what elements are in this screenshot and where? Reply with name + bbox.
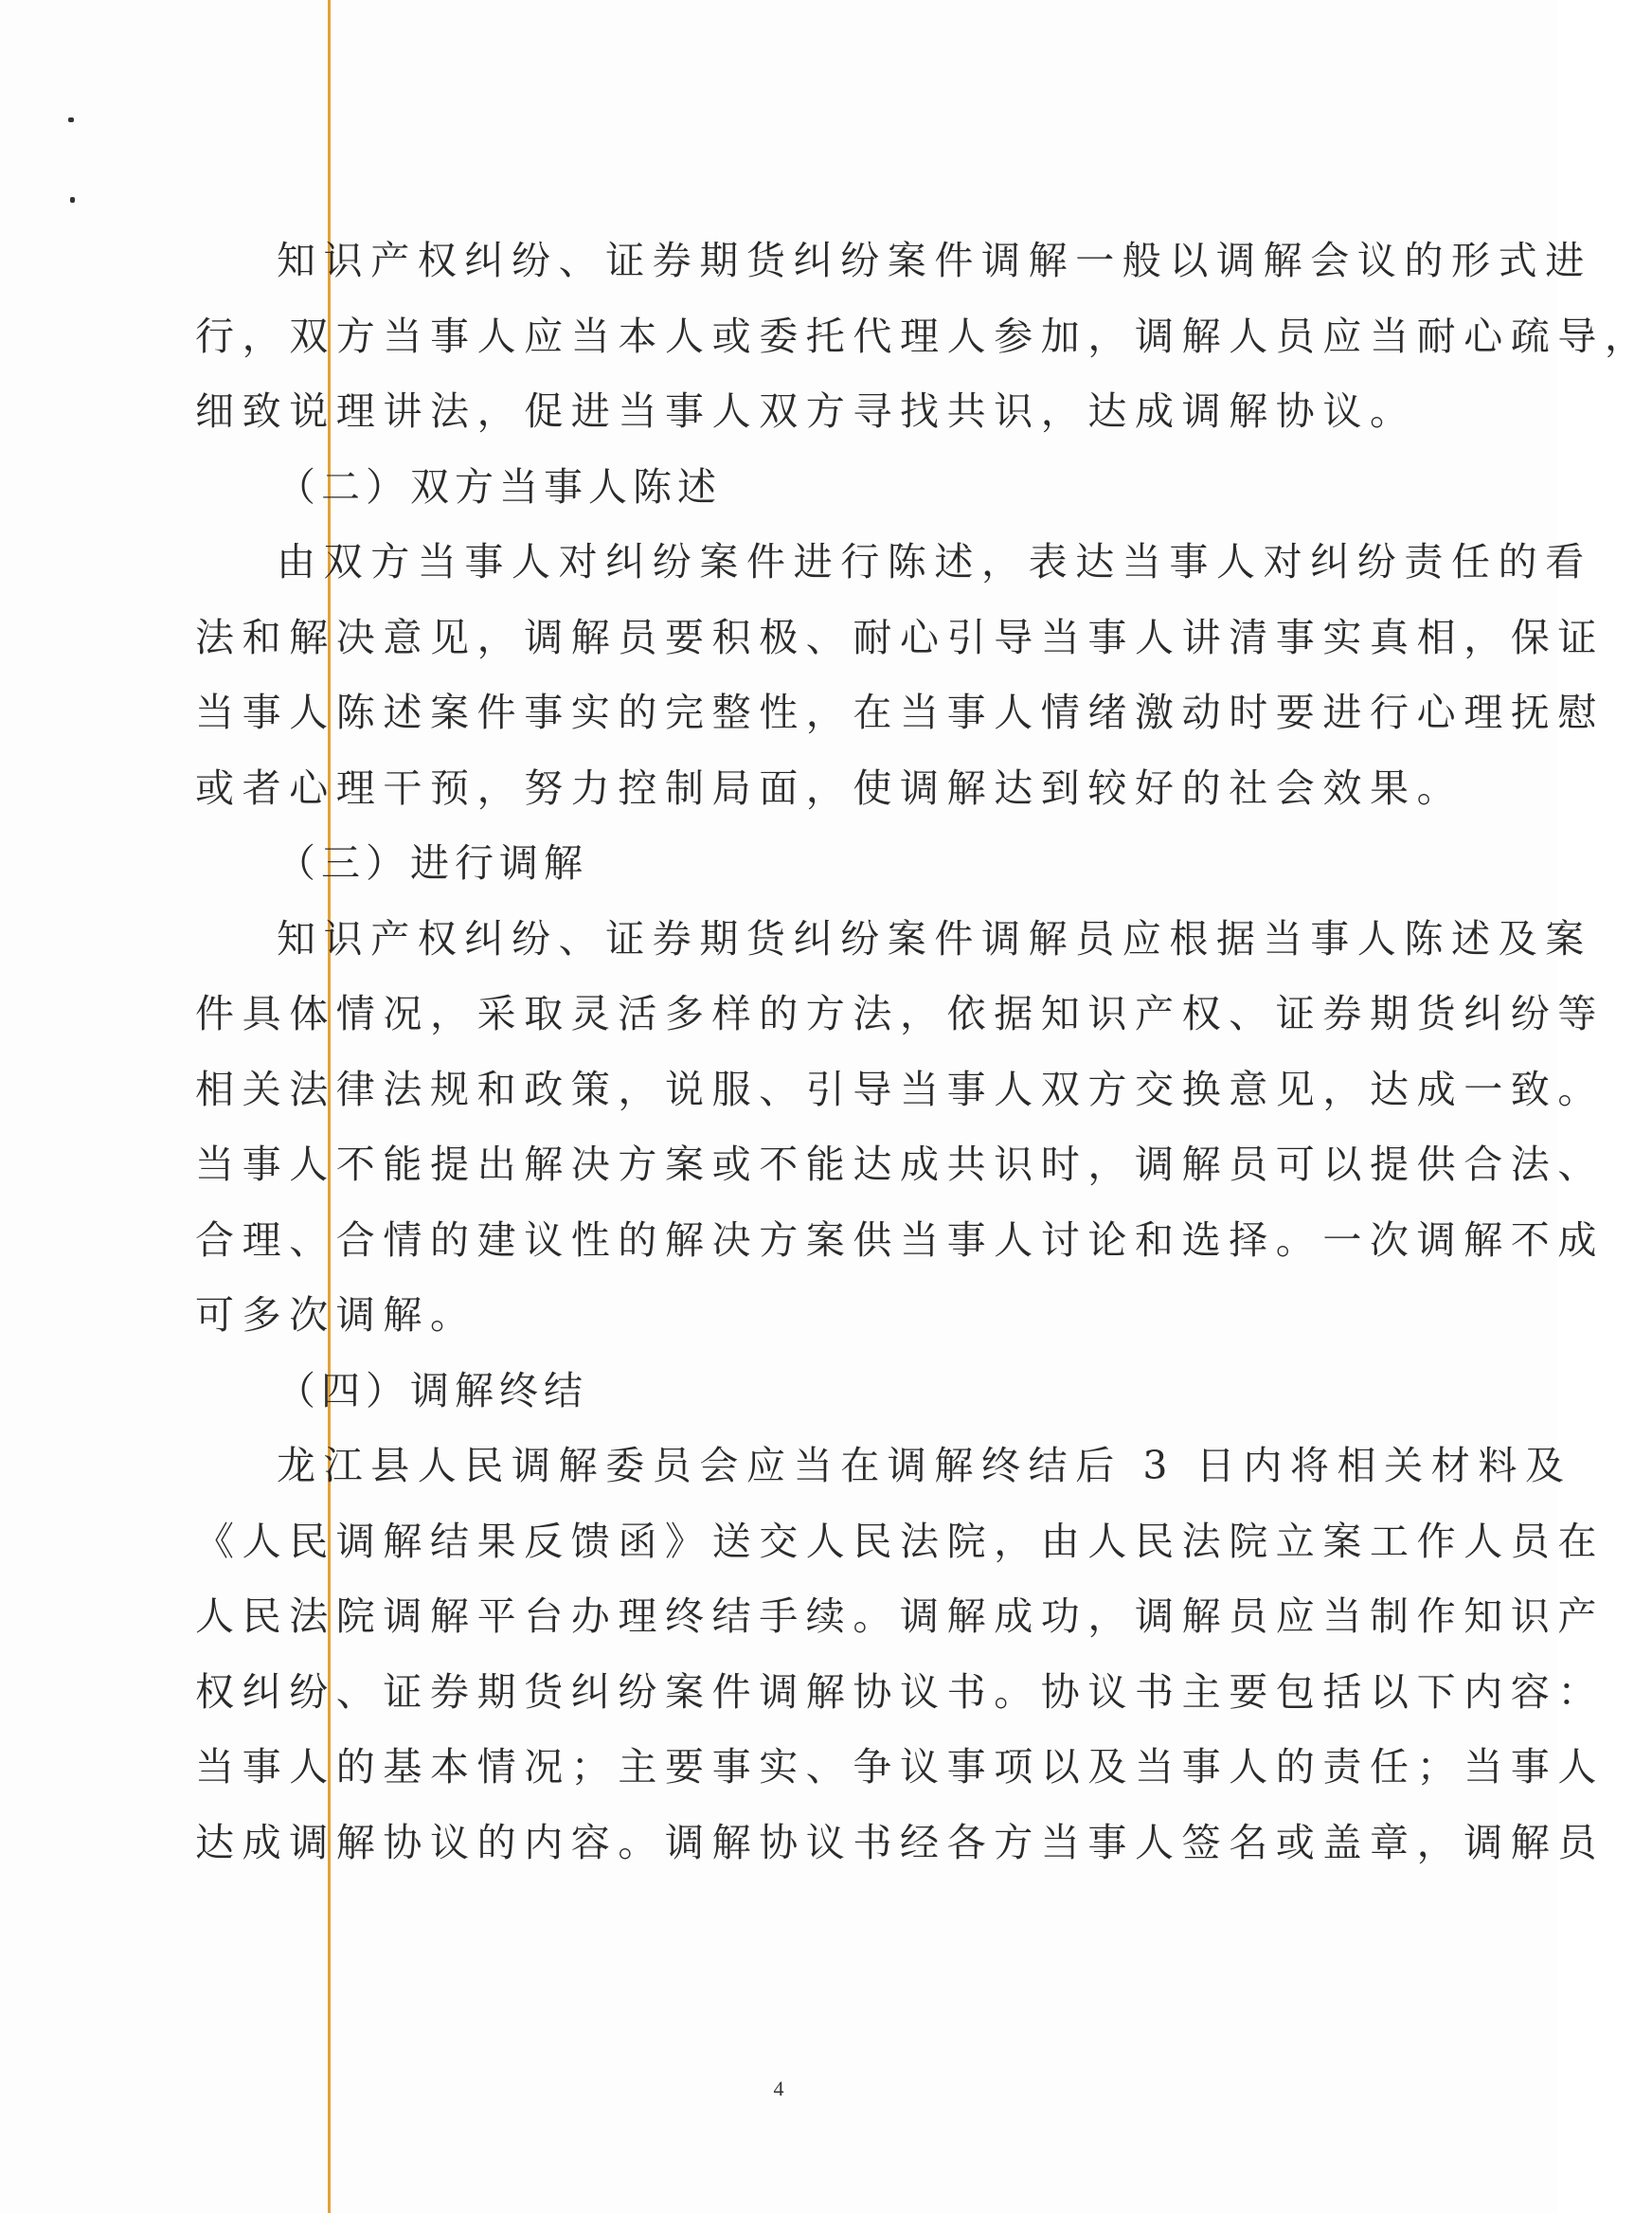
text-line: 法和解决意见，调解员要积极、耐心引导当事人讲清事实真相，保证 xyxy=(195,614,1605,660)
text-line: 件具体情况，采取灵活多样的方法，依据知识产权、证券期货纠纷等 xyxy=(195,991,1605,1036)
text-line: 当事人陈述案件事实的完整性，在当事人情绪激动时要进行心理抚慰 xyxy=(195,690,1605,735)
text-line: 人民法院调解平台办理终结手续。调解成功，调解员应当制作知识产 xyxy=(195,1593,1605,1639)
text-line: 《人民调解结果反馈函》送交人民法院，由人民法院立案工作人员在 xyxy=(195,1518,1605,1564)
text-line: 达成调解协议的内容。调解协议书经各方当事人签名或盖章，调解员 xyxy=(195,1819,1605,1865)
text-line: 权纠纷、证券期货纠纷案件调解协议书。协议书主要包括以下内容： xyxy=(195,1668,1605,1715)
text-line: 知识产权纠纷、证券期货纠纷案件调解员应根据当事人陈述及案 xyxy=(277,915,1592,962)
section-heading: （三）进行调解 xyxy=(277,840,588,886)
text-line: 知识产权纠纷、证券期货纠纷案件调解一般以调解会议的形式进 xyxy=(277,238,1592,283)
page-number: 4 xyxy=(773,2077,784,2100)
text-line: 当事人的基本情况；主要事实、争议事项以及当事人的责任；当事人 xyxy=(195,1744,1605,1790)
text-line: 由双方当事人对纠纷案件进行陈述，表达当事人对纠纷责任的看 xyxy=(277,539,1592,585)
section-heading: （四）调解终结 xyxy=(277,1367,588,1413)
text-line: 合理、合情的建议性的解决方案供当事人讨论和选择。一次调解不成 xyxy=(195,1216,1605,1263)
text-line: 行，双方当事人应当本人或委托代理人参加，调解人员应当耐心疏导， xyxy=(195,313,1652,359)
text-line: 或者心理干预，努力控制局面，使调解达到较好的社会效果。 xyxy=(195,765,1464,811)
document-body xyxy=(195,224,1652,1880)
text-line: 细致说理讲法，促进当事人双方寻找共识，达成调解协议。 xyxy=(195,388,1417,434)
text-line: 可多次调解。 xyxy=(195,1292,477,1338)
section-heading: （二）双方当事人陈述 xyxy=(277,463,722,510)
text-line: 龙江县人民调解委员会应当在调解终结后 3 日内将相关材料及 xyxy=(277,1443,1572,1488)
text-line: 当事人不能提出解决方案或不能达成共识时，调解员可以提供合法、 xyxy=(195,1142,1605,1187)
scan-speck xyxy=(70,197,75,203)
scan-speck xyxy=(68,117,74,122)
text-line: 相关法律法规和政策，说服、引导当事人双方交换意见，达成一致。 xyxy=(195,1066,1605,1112)
